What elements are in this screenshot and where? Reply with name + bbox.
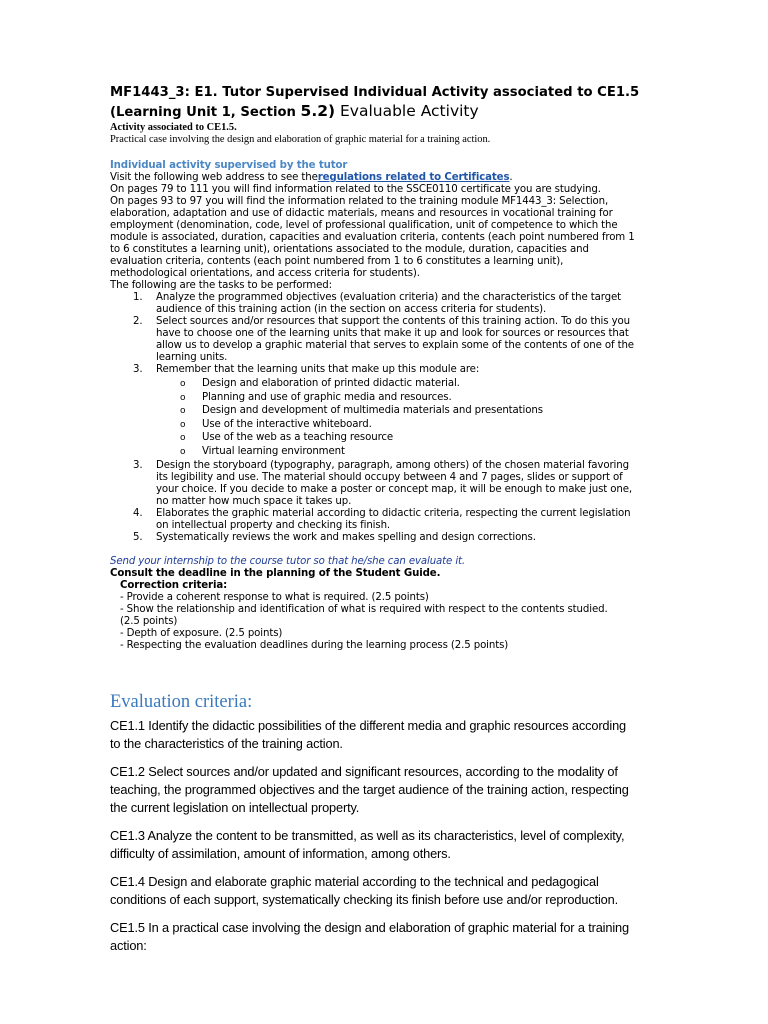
list-item: o Planning and use of graphic media and resources. <box>180 391 452 403</box>
regulations-link[interactable]: regulations related to Certificates <box>317 172 510 183</box>
pages-93-paragraph: On pages 93 to 97 you will find the information related to the training module MF1443_3: Selection, elaboration, adaptation and use of didactic materials, means and resources in vocational training for employment (denomination, code, level of professional qualification, unit of competence to which the module is associated, duration, capacities and evaluation criteria, contents (each point numbered from 1 to 6 constitutes a learning unit), orientations associated to the module, duration, capacities and evaluation criteria, contents (each point numbered from 1 to 6 constitutes a learning unit), methodological orientations, and access criteria for students). <box>110 196 635 279</box>
task-list <box>110 292 670 544</box>
criterion-ce1-4: CE1.4 Design and elaborate graphic material according to the technical and pedagogical conditions of each support, systematically checking its finish before use and/or reproduction. <box>110 873 619 907</box>
title-section-number: 5.2) <box>300 102 336 120</box>
correction-item: - Show the relationship and identification of what is required with respect to the contents studied. <box>120 603 608 615</box>
list-item: 3. Remember that the learning units that make up this module are: o Design and elaboration of printed didactic material. o Planning and use of graphic media and resources. o Design and development of multimedia materials and presentations o Use of the interactive whiteboard. o Use of the web as a teaching resource o Virtual learning environment <box>110 364 670 460</box>
learning-units-list <box>156 376 670 460</box>
tasks-intro: The following are the tasks to be performed: <box>110 280 332 291</box>
list-item: 4. Elaborates the graphic material according to didactic criteria, respecting the current legislation on intellectual property and checking its finish. <box>133 507 631 531</box>
list-item: o Design and development of multimedia materials and presentations <box>180 405 543 417</box>
list-item: o Virtual learning environment <box>180 445 345 457</box>
individual-activity-heading: Individual activity supervised by the tutor <box>110 160 348 171</box>
circle-bullet-icon: o <box>180 446 186 457</box>
document-page <box>110 84 670 965</box>
list-item: 3. Design the storyboard (typography, paragraph, among others) of the chosen material favoring its legibility and use. The material should occupy between 4 and 7 pages, slides or support of your choice. If you decide to make a poster or concept map, it will be enough to make just one, no matter how much space it takes up. <box>133 459 632 507</box>
correction-criteria-heading: Correction criteria: <box>120 579 228 591</box>
visit-line: Visit the following web address to see theregulations related to Certificates. <box>110 172 513 183</box>
correction-item: - Respecting the evaluation deadlines during the learning process (2.5 points) <box>120 639 509 651</box>
criterion-ce1-1: CE1.1 Identify the didactic possibilities of the different media and graphic resources according to the characteristics of the training action. <box>110 717 627 751</box>
deadline-note: Consult the deadline in the planning of the Student Guide. <box>110 567 441 579</box>
list-item: o Design and elaboration of printed didactic material. <box>180 378 460 389</box>
correction-item: - Depth of exposure. (2.5 points) <box>120 627 283 639</box>
activity-label: Activity associated to CE1.5. <box>110 122 237 133</box>
list-item: o Use of the web as a teaching resource <box>180 432 394 444</box>
criterion-ce1-5: CE1.5 In a practical case involving the design and elaboration of graphic material for a training action: <box>110 919 629 953</box>
title-line-2-bold: (Learning Unit 1, Section <box>110 105 301 120</box>
circle-bullet-icon: o <box>180 419 186 430</box>
circle-bullet-icon: o <box>180 379 186 389</box>
title-evaluable: Evaluable Activity <box>335 102 479 120</box>
internship-note: Send your internship to the course tutor so that he/she can evaluate it. <box>110 555 466 567</box>
evaluation-criteria-heading: Evaluation criteria: <box>110 691 253 712</box>
practical-case-text: Practical case involving the design and elaboration of graphic material for a training action. <box>110 134 491 145</box>
pages-79-text: On pages 79 to 111 you will find information related to the SSCE0110 certificate you are studying. <box>110 184 601 195</box>
correction-item: - Provide a coherent response to what is required. (2.5 points) <box>120 591 429 603</box>
document-title <box>110 84 670 122</box>
list-item: 1. Analyze the programmed objectives (evaluation criteria) and the characteristics of the target audience of this training action (in the section on access criteria for students). <box>133 292 622 315</box>
list-item: 5. Systematically reviews the work and makes spelling and design corrections. <box>133 531 536 543</box>
circle-bullet-icon: o <box>180 406 186 417</box>
individual-activity-section <box>110 160 670 652</box>
circle-bullet-icon: o <box>180 392 186 403</box>
criterion-ce1-3: CE1.3 Analyze the content to be transmitted, as well as its characteristics, level of complexity, difficulty of assimilation, amount of information, among others. <box>110 827 625 861</box>
list-item: o Use of the interactive whiteboard. <box>180 418 372 430</box>
circle-bullet-icon: o <box>180 433 186 444</box>
list-item: 2. Select sources and/or resources that support the contents of this training action. To do this you have to choose one of the learning units that make it up and look for sources or resources that allow us to develop a graphic material that serves to explain some of the contents of one of the learning units. <box>133 316 634 363</box>
correction-item: (2.5 points) <box>120 615 178 627</box>
title-line-1: MF1443_3: E1. Tutor Supervised Individual Activity associated to CE1.5 <box>110 85 640 100</box>
criterion-ce1-2: CE1.2 Select sources and/or updated and significant resources, according to the modality of teaching, the programmed objectives and the target audience of the training action, respecting the current legislation on intellectual property. <box>110 763 629 815</box>
